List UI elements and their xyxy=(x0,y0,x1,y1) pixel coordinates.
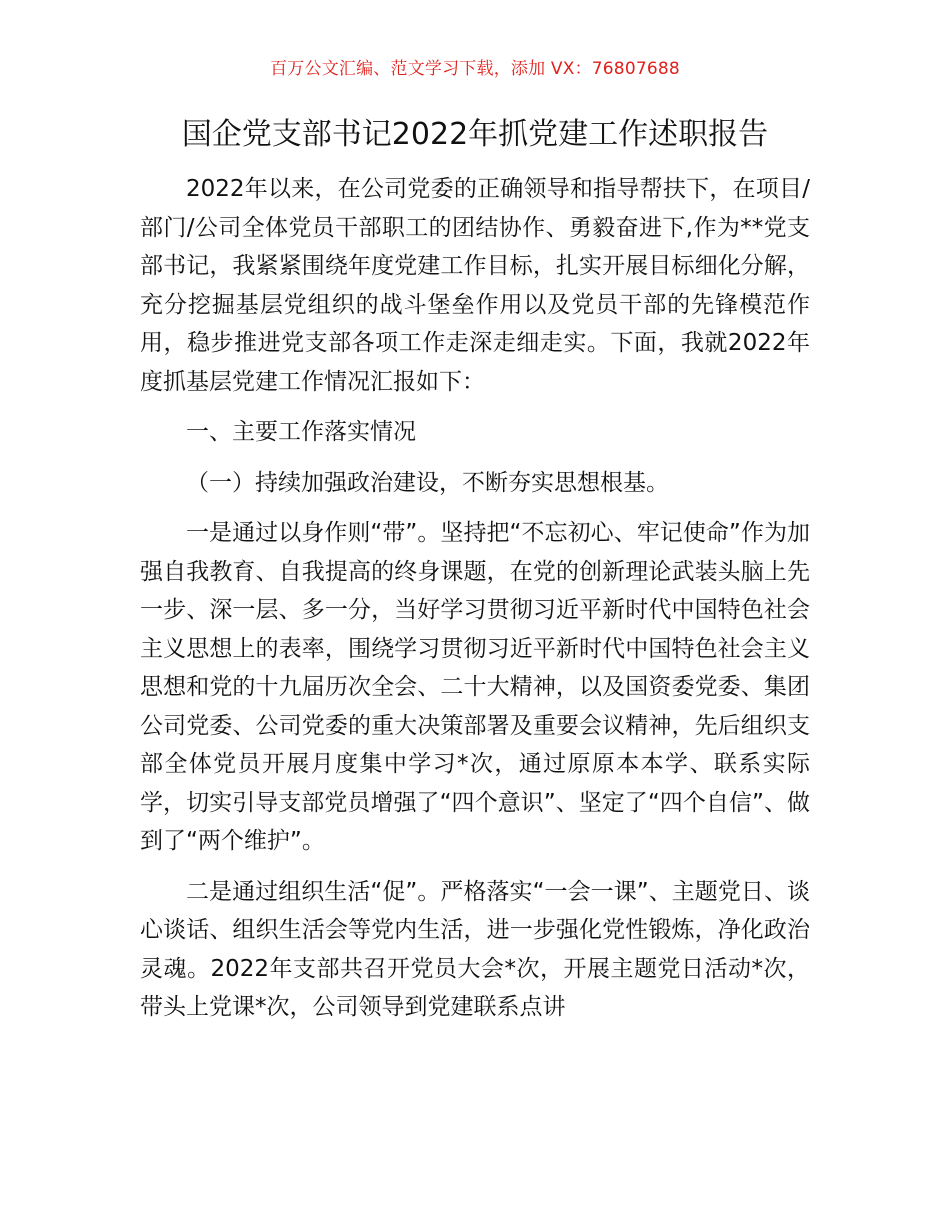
section-heading: 一、主要工作落实情况 xyxy=(186,419,416,445)
document-body xyxy=(140,170,810,1027)
paragraph-point-one: 一是通过以身作则“带”。坚持把“不忘初心、牢记使命”作为加强自我教育、自我提高的终身课题，在党的创新理论武装头脑上先一步、深一层、多一分，当好学习贯彻习近平新时代中国特色社会主义思想上的表率，围绕学习贯彻习近平新时代中国特色社会主义思想和党的十九届历次全会、二十大精神，以及国资委党委、集团公司党委、公司党委的重大决策部署及重要会议精神，先后组织支部全体党员开展月度集中学习*次，通过原原本本学、联系实际学，切实引导支部党员增强了“四个意识”、坚定了“四个自信”、做到了“两个维护”。 xyxy=(140,520,810,854)
document-title: 国企党支部书记2022年抓党建工作述职报告 xyxy=(181,117,769,152)
subsection-heading: （一）持续加强政治建设，不断夯实思想根基。 xyxy=(186,469,669,496)
paragraph-point-two: 二是通过组织生活“促”。严格落实“一会一课”、主题党日、谈心谈话、组织生活会等党内生活，进一步强化党性锻炼，净化政治灵魂。2022年支部共召开党员大会*次，开展主题党日活动*次，带头上党课*次，公司领导到党建联系点讲 xyxy=(140,878,810,1020)
paragraph-intro: 2022年以来，在公司党委的正确领导和指导帮扶下，在项目/部门/公司全体党员干部职工的团结协作、勇毅奋进下,作为**党支部书记，我紧紧围绕年度党建工作目标，扎实开展目标细化分解，充分挖掘基层党组织的战斗堡垒作用以及党员干部的先锋模范作用，稳步推进党支部各项工作走深走细走实。下面，我就2022年度抓基层党建工作情况汇报如下： xyxy=(140,176,810,395)
header-banner: 百万公文汇编、范文学习下载，添加 VX：76807688 xyxy=(270,59,680,79)
